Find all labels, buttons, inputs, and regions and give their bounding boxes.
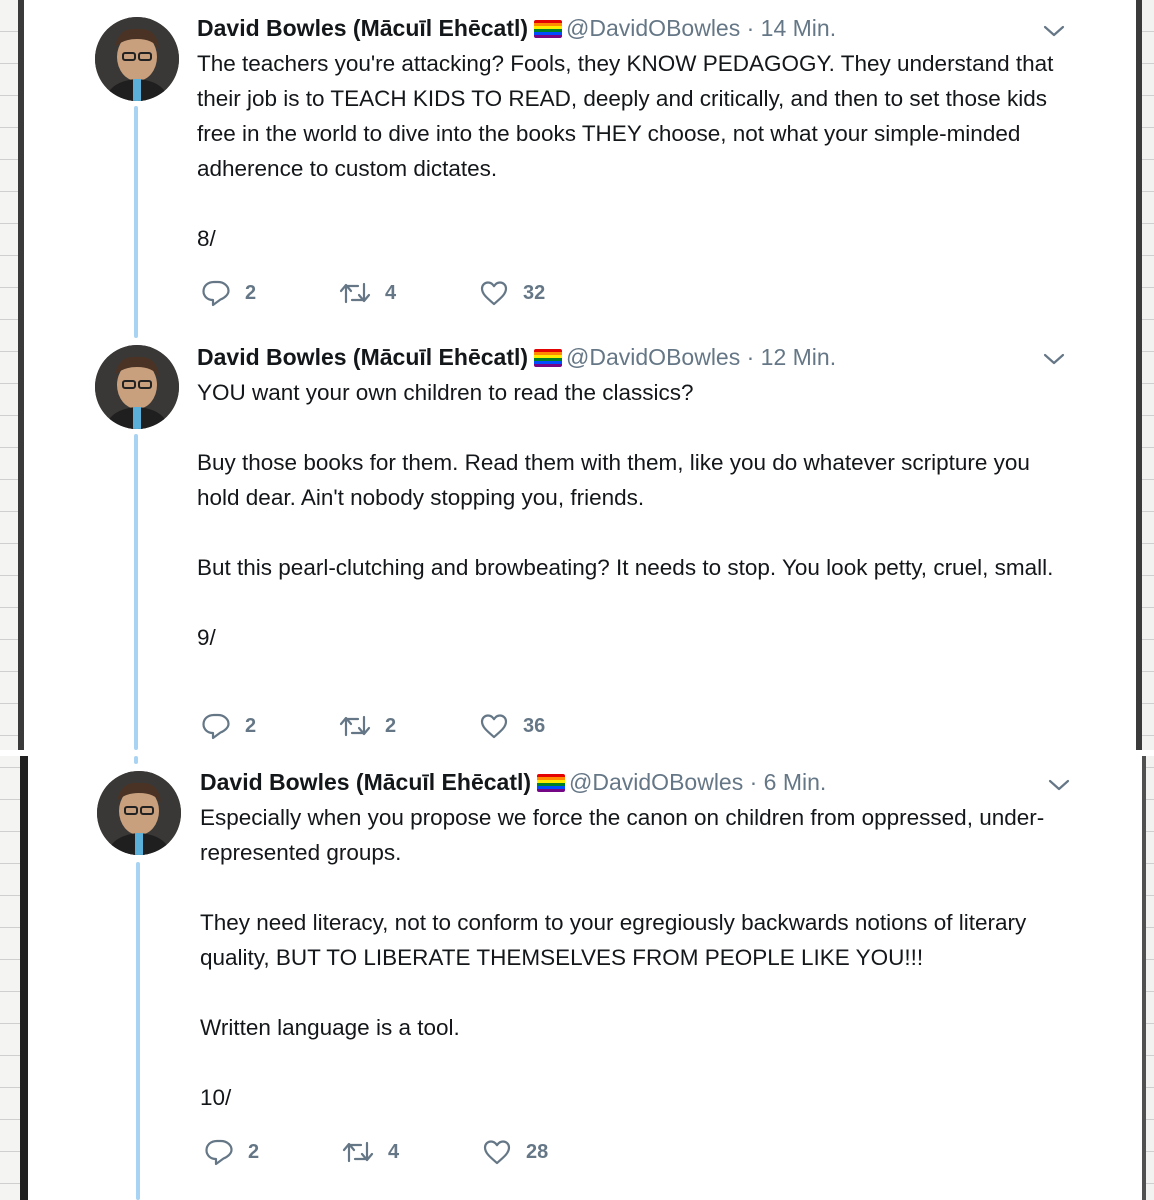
tweet-text: [197, 46, 1077, 256]
thread-connector: [134, 434, 138, 750]
author-name[interactable]: David Bowles (Mācuīl Ehēcatl): [197, 344, 529, 370]
heart-icon: [482, 1137, 512, 1167]
thread-connector: [134, 106, 138, 338]
author-handle[interactable]: @DavidOBowles: [566, 15, 741, 41]
reply-count: 2: [245, 281, 257, 304]
tweet-paragraph: Buy those books for them. Read them with them, like you do whatever scripture you hold dear. Ain't nobody stopping you, friends.: [197, 450, 1030, 510]
tweet-timestamp[interactable]: · 12 Min.: [746, 344, 837, 370]
tweet-paragraph: The teachers you're attacking? Fools, they KNOW PEDAGOGY. They understand that their job is to TEACH KIDS TO READ, deeply and critically, and then to set those kids free in the world to dive into the books THEY choose, not what your simple-minded adherence to custom dictates.: [197, 51, 1054, 181]
tweet-timestamp[interactable]: · 6 Min.: [749, 769, 827, 795]
retweet-icon: [342, 1137, 374, 1167]
reply-button[interactable]: [204, 1137, 259, 1167]
tweet-header: [197, 343, 836, 371]
thread-connector: [134, 756, 138, 764]
author-handle[interactable]: @DavidOBowles: [566, 344, 741, 370]
tweet-actions: [201, 711, 801, 741]
chevron-down-icon[interactable]: [1043, 352, 1065, 366]
tweet-paragraph: Especially when you propose we force the canon on children from oppressed, under-represented groups.: [200, 805, 1045, 865]
avatar[interactable]: [95, 17, 179, 101]
tweet-paragraph: But this pearl-clutching and browbeating? It needs to stop. You look petty, cruel, small.: [197, 555, 1054, 580]
avatar[interactable]: [95, 345, 179, 429]
retweet-button[interactable]: [339, 278, 396, 308]
tweet-header: [200, 768, 826, 796]
thread-counter: 9/: [197, 625, 216, 650]
tweet-text: [197, 375, 1077, 655]
retweet-count: 4: [385, 281, 397, 304]
author-name[interactable]: David Bowles (Mācuīl Ehēcatl): [197, 15, 529, 41]
tweet-actions: [201, 278, 801, 308]
chevron-down-icon[interactable]: [1043, 24, 1065, 38]
retweet-count: 4: [388, 1140, 400, 1163]
thread-counter: 10/: [200, 1085, 232, 1110]
tweet-header: [197, 14, 836, 42]
author-handle[interactable]: @DavidOBowles: [569, 769, 744, 795]
tweet-timestamp[interactable]: · 14 Min.: [746, 15, 837, 41]
rainbow-flag-icon: [534, 349, 562, 367]
author-name[interactable]: David Bowles (Mācuīl Ehēcatl): [200, 769, 532, 795]
avatar[interactable]: [97, 771, 181, 855]
retweet-icon: [339, 711, 371, 741]
reply-button[interactable]: [201, 711, 256, 741]
rainbow-flag-icon: [534, 20, 562, 38]
heart-icon: [479, 711, 509, 741]
retweet-button[interactable]: [342, 1137, 399, 1167]
like-button[interactable]: [479, 711, 545, 741]
heart-icon: [479, 278, 509, 308]
reply-count: 2: [245, 714, 257, 737]
tweet-text: [200, 800, 1080, 1115]
like-count: 32: [523, 281, 546, 304]
reply-count: 2: [248, 1140, 260, 1163]
retweet-count: 2: [385, 714, 397, 737]
tweet-paragraph: They need literacy, not to conform to your egregiously backwards notions of literary quality, BUT TO LIBERATE THEMSELVES FROM PEOPLE LIKE YOU!!!: [200, 910, 1027, 970]
rainbow-flag-icon: [537, 774, 565, 792]
reply-icon: [204, 1137, 234, 1167]
retweet-icon: [339, 278, 371, 308]
tweet-paragraph: Written language is a tool.: [200, 1015, 460, 1040]
reply-icon: [201, 711, 231, 741]
retweet-button[interactable]: [339, 711, 396, 741]
reply-icon: [201, 278, 231, 308]
frame-edge-left-lower: [20, 756, 28, 1200]
thread-counter: 8/: [197, 226, 216, 251]
background-paper-left: [0, 0, 20, 1200]
tweet-actions: [204, 1137, 804, 1167]
frame-edge-right: [1136, 0, 1142, 750]
tweet-paragraph: YOU want your own children to read the classics?: [197, 380, 694, 405]
like-count: 28: [526, 1140, 549, 1163]
like-button[interactable]: [479, 278, 545, 308]
frame-edge-right-lower: [1142, 756, 1146, 1200]
reply-button[interactable]: [201, 278, 256, 308]
like-button[interactable]: [482, 1137, 548, 1167]
chevron-down-icon[interactable]: [1048, 778, 1070, 792]
thread-connector: [136, 862, 140, 1200]
like-count: 36: [523, 714, 546, 737]
